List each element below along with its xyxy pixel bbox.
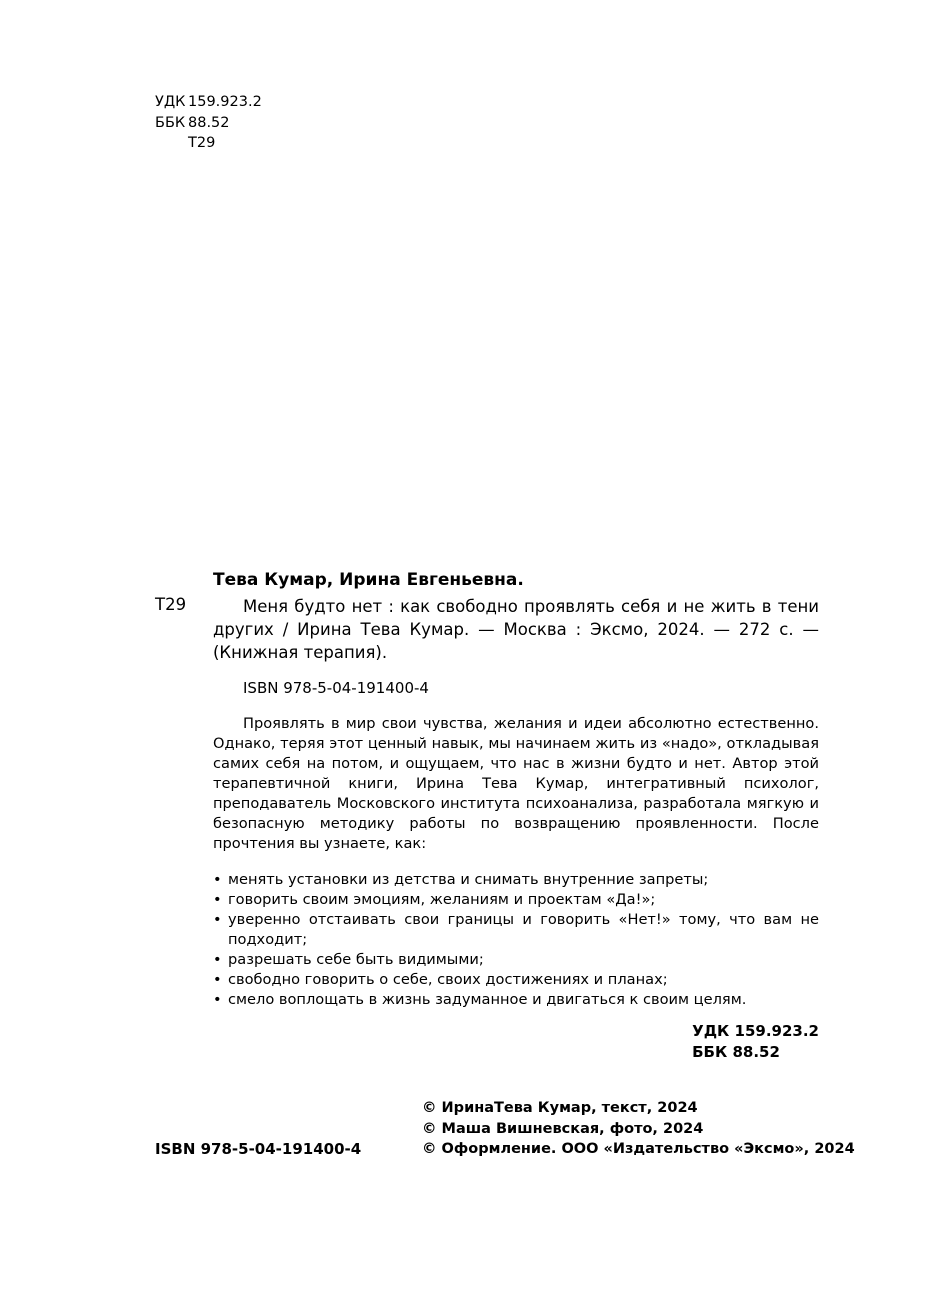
author-mark-top: Т29: [188, 135, 216, 151]
benefits-list: [213, 870, 819, 1010]
copyright-photo: © Маша Вишневская, фото, 2024: [422, 1120, 704, 1137]
udk-label: УДК: [155, 94, 186, 110]
list-item: [213, 890, 819, 910]
catalog-card: [213, 569, 819, 1010]
bbk-value: 88.52: [188, 114, 230, 131]
list-item-text: свободно говорить о себе, своих достижениях и планах;: [228, 971, 668, 988]
list-item: [213, 950, 819, 970]
bbk-label: ББК: [155, 114, 186, 131]
isbn-bottom: ISBN 978-5-04-191400-4: [155, 1140, 362, 1158]
bbk-bottom: ББК 88.52: [692, 1042, 780, 1061]
list-item-text: говорить своим эмоциям, желаниям и проектам «Да!»;: [228, 891, 656, 908]
classification-codes-bottom: [692, 1021, 819, 1062]
list-item: [213, 910, 819, 950]
bullet-icon: •: [213, 871, 222, 888]
list-item-text: менять установки из детства и снимать внутренние запреты;: [228, 871, 709, 888]
udk-bottom: УДК 159.923.2: [692, 1022, 819, 1040]
annotation: Проявлять в мир свои чувства, желания и идеи абсолютно естественно. Однако, теряя этот ценный навык, мы начинаем жить из «надо», откладывая самих себя на потом, и ощущаем, что нас в жизни будто и нет. Автор этой терапевтичной книги, Ирина Тева Кумар, интегративный психолог, преподаватель Московского института психоанализа, разработала мягкую и безопасную методику работы по возвращению проявленности. После прочтения вы узнаете, как:: [213, 715, 819, 852]
author-name: Тева Кумар, Ирина Евгеньевна.: [213, 570, 524, 590]
list-item-text: разрешать себе быть видимыми;: [228, 951, 484, 968]
list-item-text: смело воплощать в жизнь задуманное и двигаться к своим целям.: [228, 991, 747, 1008]
bullet-icon: •: [213, 991, 222, 1008]
bullet-icon: •: [213, 891, 222, 908]
list-item: [213, 990, 819, 1010]
udk-value: 159.923.2: [188, 94, 262, 110]
udk-row: [155, 92, 262, 113]
list-item: [213, 970, 819, 990]
card-isbn: ISBN 978-5-04-191400-4: [243, 679, 429, 697]
bullet-icon: •: [213, 971, 222, 988]
list-item: [213, 870, 819, 890]
classification-codes-top: [155, 92, 262, 154]
copyright-text: © ИринаТева Кумар, текст, 2024: [422, 1100, 698, 1116]
bullet-icon: •: [213, 951, 222, 968]
bbk-row: [155, 113, 262, 134]
copyright-design: © Оформление. ООО «Издательство «Эксмо», 2024: [422, 1141, 855, 1157]
title-block: Меня будто нет : как свободно проявлять себя и не жить в тени других / Ирина Тева Кумар. — Москва : Эксмо, 2024. — 272 с. — (Книжная терапия).: [213, 597, 819, 662]
author-mark-card: Т29: [155, 595, 187, 614]
list-item-text: уверенно отстаивать свои границы и говорить «Нет!» тому, что вам не подходит;: [228, 911, 819, 948]
bullet-icon: •: [213, 911, 222, 928]
copyright-block: [422, 1098, 855, 1160]
